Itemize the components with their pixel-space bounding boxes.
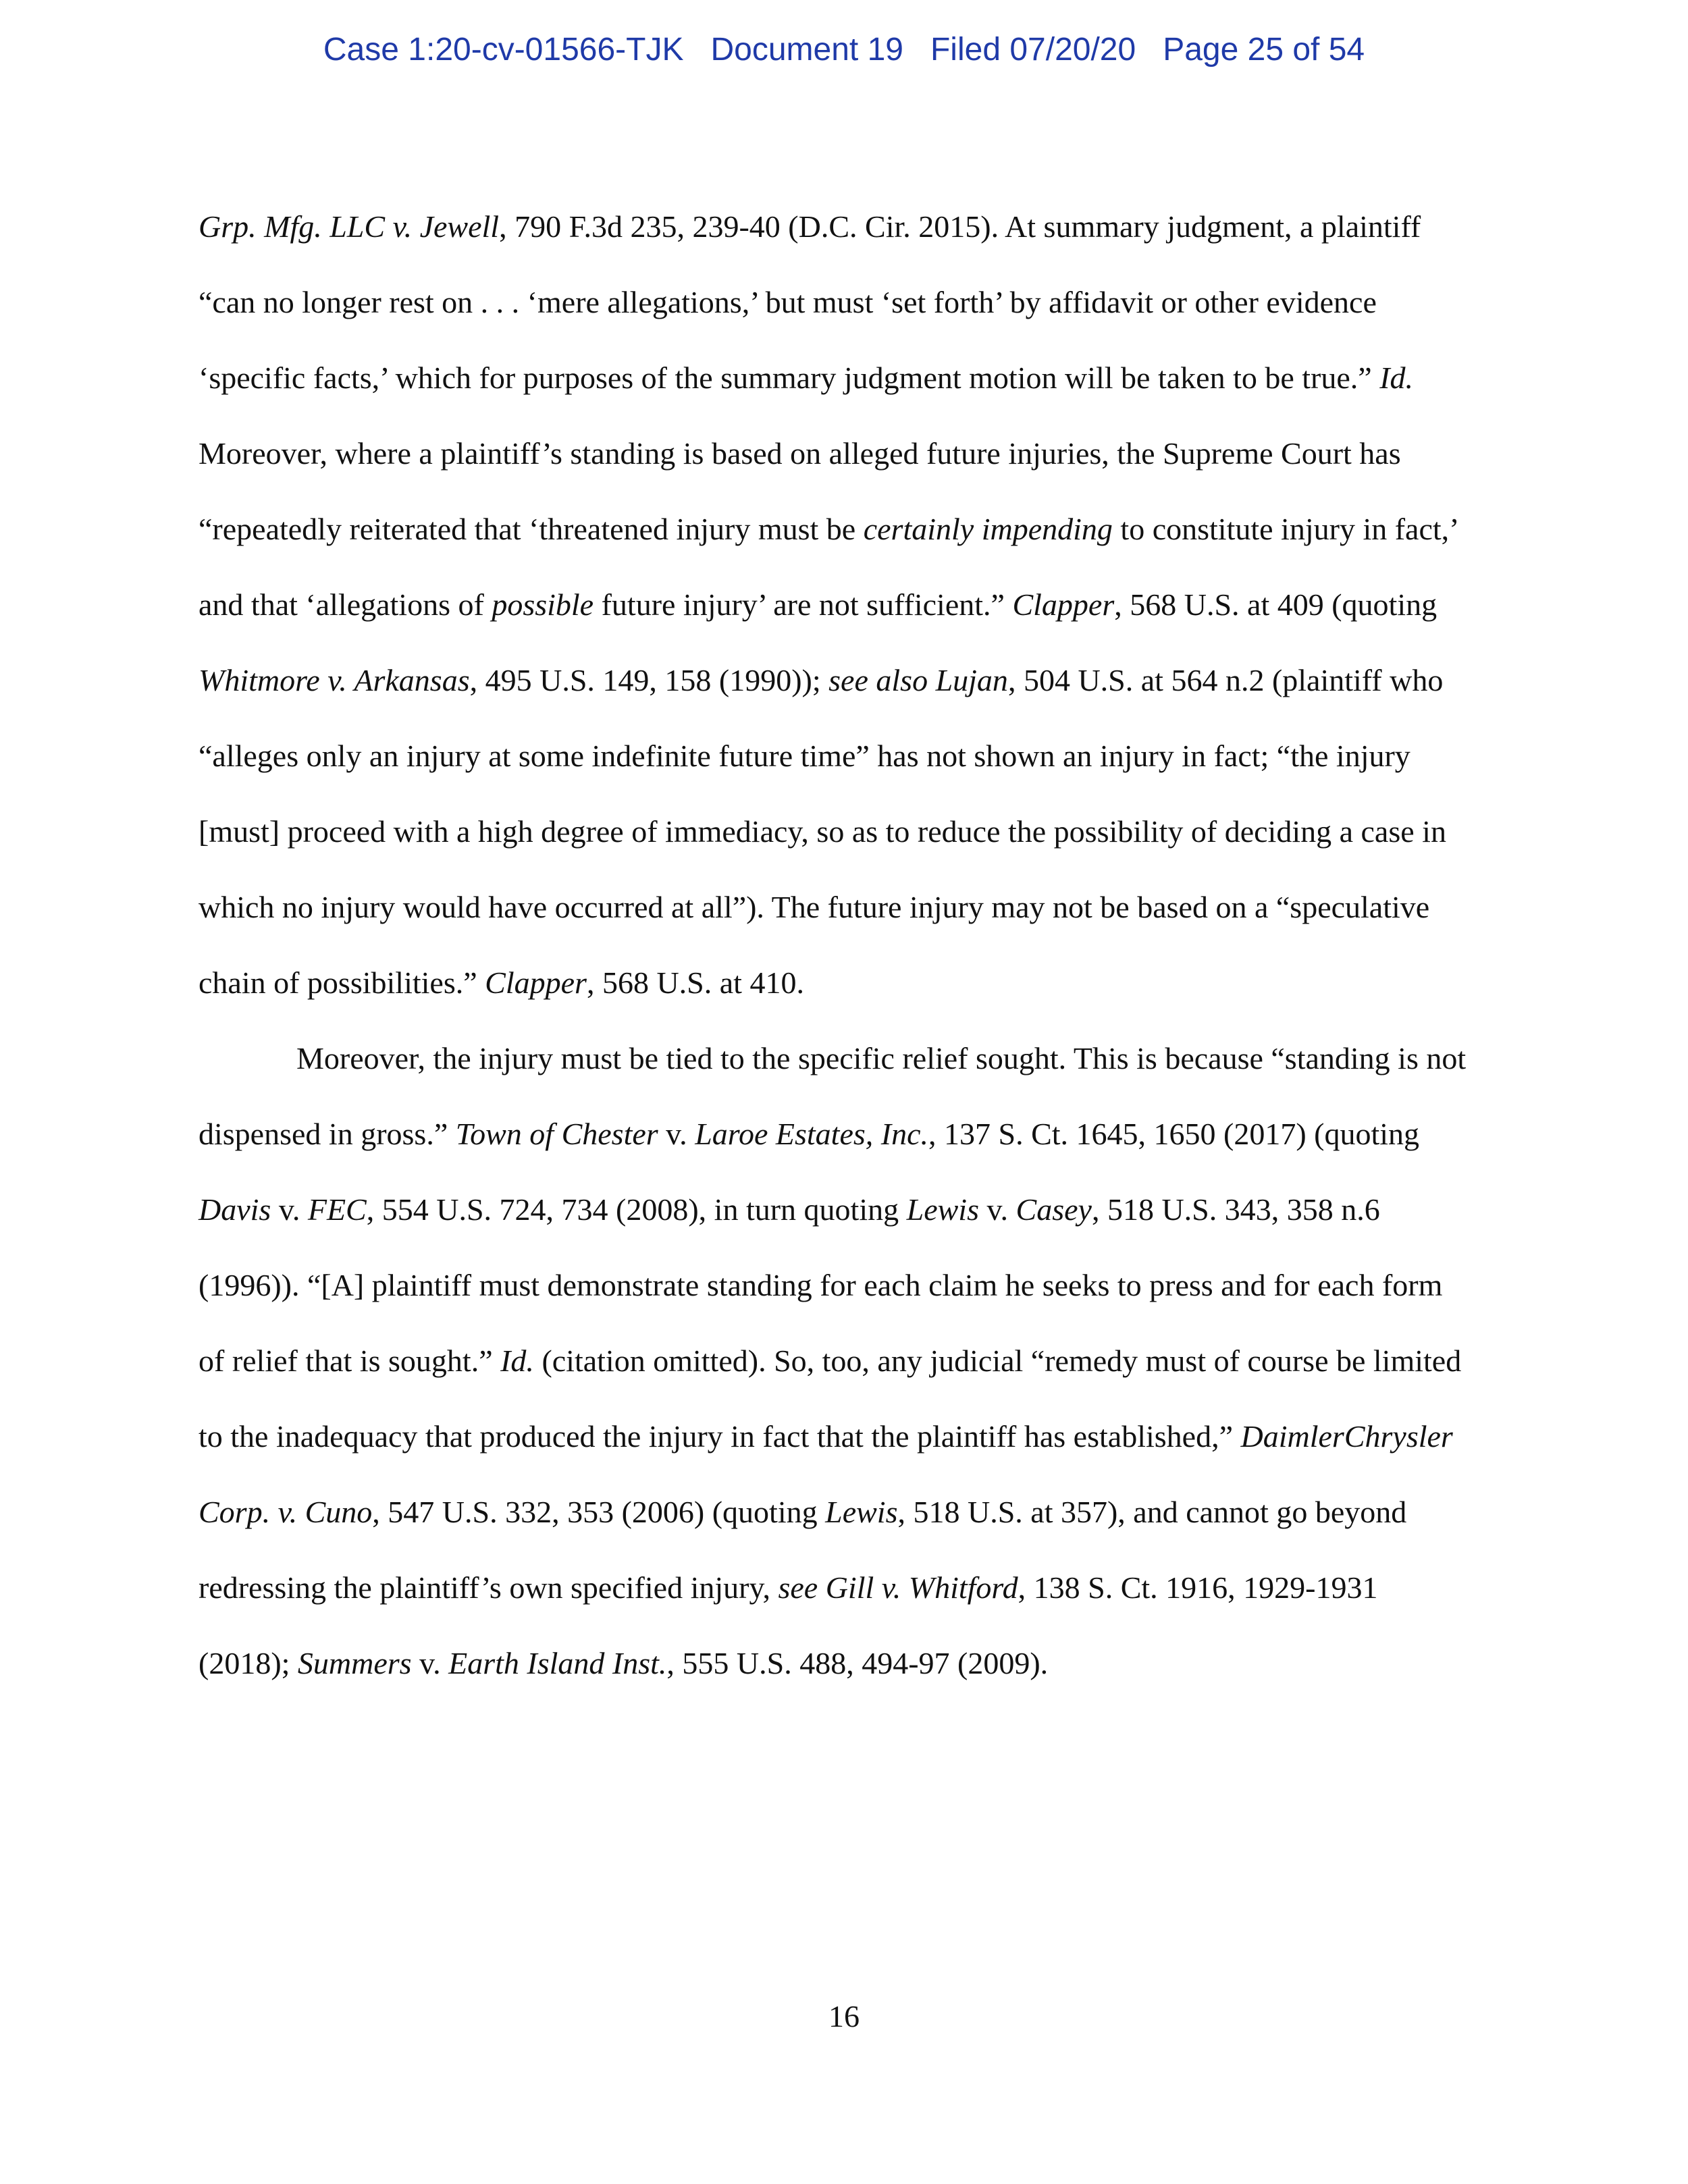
italic-citation-text: possible <box>492 587 594 622</box>
italic-citation-text: Lewis <box>825 1495 898 1529</box>
italic-citation-text: Grp. Mfg. LLC v. Jewell <box>199 209 500 244</box>
italic-citation-text: Earth Island Inst. <box>448 1646 667 1680</box>
body-text-run: future injury’ are not sufficient.” <box>594 587 1013 622</box>
body-text-run: to constitute injury in fact,’ and that ‘allegations of <box>199 512 1458 622</box>
body-text-run: Moreover, the injury must be tied to the specific relief sought. This is because “standing is not dispensed in gross.” <box>199 1041 1467 1151</box>
paragraph-2 <box>199 1021 1475 1701</box>
body-text-run: , 518 U.S. at 357), and cannot go beyond redressing the plaintiff’s own specified injury, <box>199 1495 1407 1605</box>
document-body <box>199 189 1475 1701</box>
body-text-run: , 554 U.S. 724, 734 (2008), in turn quoting <box>366 1192 907 1227</box>
italic-citation-text: certainly impending <box>863 512 1113 546</box>
body-text-run: , 568 U.S. at 409 (quoting <box>1114 587 1438 622</box>
document-number: Document 19 <box>710 32 903 68</box>
italic-citation-text: Laroe Estates, Inc. <box>695 1117 928 1151</box>
paragraph-1 <box>199 189 1475 1021</box>
italic-citation-text: DaimlerChrysler Corp. v. Cuno <box>199 1419 1453 1529</box>
body-text-run: , 137 S. Ct. 1645, 1650 (2017) (quoting <box>928 1117 1420 1151</box>
italic-citation-text: Whitmore v. Arkansas <box>199 663 470 697</box>
case-header <box>0 31 1688 68</box>
filed-date: Filed 07/20/20 <box>930 32 1136 68</box>
italic-citation-text: Town of Chester <box>455 1117 658 1151</box>
italic-citation-text: Id. <box>1379 361 1414 395</box>
italic-citation-text: Davis <box>199 1192 271 1227</box>
body-text-run: , 547 U.S. 332, 353 (2006) (quoting <box>372 1495 826 1529</box>
body-text-run: v. <box>658 1117 695 1151</box>
body-text-run: (citation omitted). So, too, any judicial “remedy must of course be limited to the inadequacy that produced the injury in fact that the plaintiff has established,” <box>199 1343 1462 1454</box>
italic-citation-text: Clapper <box>1012 587 1115 622</box>
body-text-run: v. <box>411 1646 449 1680</box>
italic-citation-text: see Gill v. Whitford <box>778 1570 1018 1605</box>
body-text-run: v. <box>271 1192 308 1227</box>
italic-citation-text: Lewis <box>906 1192 979 1227</box>
page-indicator: Page 25 of 54 <box>1163 32 1365 68</box>
italic-citation-text: Id. <box>500 1343 534 1378</box>
body-text-run: Moreover, where a plaintiff’s standing is based on alleged future injuries, the Supreme Court has “repeatedly reiterated that ‘threatened injury must be <box>199 436 1401 546</box>
case-number: Case 1:20-cv-01566-TJK <box>323 32 684 68</box>
italic-citation-text: Clapper <box>485 965 587 1000</box>
body-text-run: , 555 U.S. 488, 494-97 (2009). <box>666 1646 1049 1680</box>
body-text-run: , 568 U.S. at 410. <box>586 965 804 1000</box>
body-text-run: v. <box>979 1192 1016 1227</box>
page-number: 16 <box>828 1999 860 2033</box>
body-text-run: , 495 U.S. 149, 158 (1990)); <box>469 663 829 697</box>
body-text-run: , 504 U.S. at 564 n.2 (plaintiff who “alleges only an injury at some indefinite future time” has not shown an injury in fact; “the injury [must] proceed with a high degree of immediacy, so as to reduce the possibility of deciding a case in which no injury would have occurred at all”). The future injury may not be based on a “speculative chain of possibilities.” <box>199 663 1446 1000</box>
italic-citation-text: Casey <box>1016 1192 1092 1227</box>
italic-citation-text: see also Lujan <box>828 663 1008 697</box>
body-text-run: , 518 U.S. 343, 358 n.6 (1996)). “[A] plaintiff must demonstrate standing for each claim he seeks to press and for each form of relief that is sought.” <box>199 1192 1443 1378</box>
body-text-run: , 138 S. Ct. 1916, 1929-1931 (2018); <box>199 1570 1378 1680</box>
body-text-run: , 790 F.3d 235, 239-40 (D.C. Cir. 2015). At summary judgment, a plaintiff “can no longer rest on . . . ‘mere allegations,’ but must ‘set forth’ by affidavit or other evidence ‘specific facts,’ which for purposes of the summary judgment motion will be taken to be true.” <box>199 209 1421 395</box>
italic-citation-text: FEC <box>307 1192 367 1227</box>
italic-citation-text: Summers <box>297 1646 412 1680</box>
